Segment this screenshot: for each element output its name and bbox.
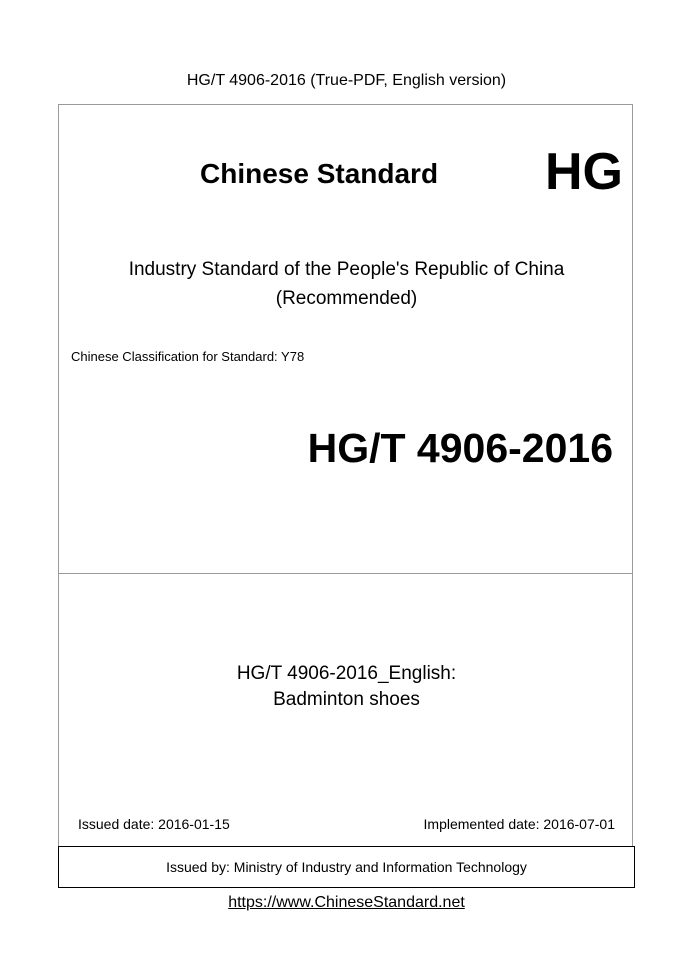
recommended-label: (Recommended) [275, 288, 418, 309]
document-title-name: Badminton shoes [273, 689, 420, 710]
classification-text: Chinese Classification for Standard: Y78 [71, 349, 305, 364]
hg-mark: HG [545, 143, 623, 201]
issuer-text: Issued by: Ministry of Industry and Information Technology [166, 859, 527, 875]
footer [0, 893, 693, 913]
page-header-title: HG/T 4906-2016 (True-PDF, English version) [186, 72, 507, 89]
standard-number: HG/T 4906-2016 [307, 425, 613, 471]
industry-standard-line: Industry Standard of the People's Republic of China [128, 259, 565, 280]
chinese-standard-heading: Chinese Standard [200, 158, 439, 189]
issuer-box [58, 846, 635, 888]
website-link[interactable]: https://www.ChineseStandard.net [228, 894, 465, 911]
implemented-date: Implemented date: 2016-07-01 [423, 816, 615, 832]
document-title-code: HG/T 4906-2016_English: [236, 663, 457, 684]
issued-date: Issued date: 2016-01-15 [78, 816, 230, 832]
